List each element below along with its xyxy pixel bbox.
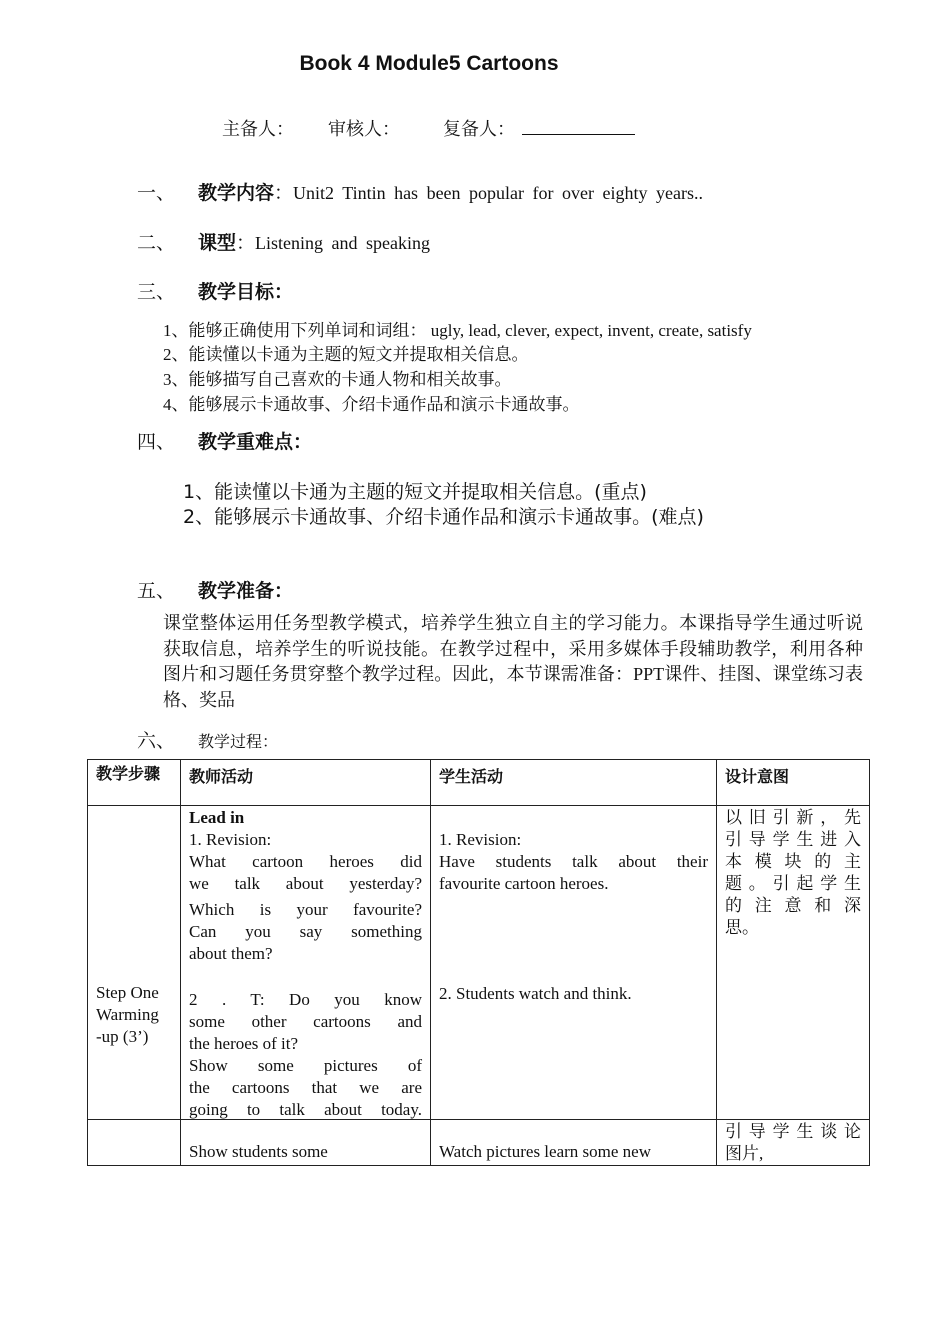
teacher-line: Which is your favourite? — [189, 900, 422, 919]
section-number: 一、 — [137, 182, 176, 204]
preparation-paragraph: 课堂整体运用任务型教学模式，培养学生独立自主的学习能力。本课指导学生通过听说获取信息，培养学生的听说技能。在教学过程中，采用多媒体手段辅助教学，利用各种图片和习题任务贯穿整个教学过程。因此，本节课需准备：PPT课件、挂图、课堂练习表格、奖品 — [163, 613, 863, 710]
header-student: 学生活动 — [431, 760, 717, 806]
section-heading: 教学重难点： — [198, 431, 313, 453]
design-line: 以旧引新，先 — [725, 808, 861, 827]
teacher-line: about them? — [189, 944, 273, 963]
section-heading: 教学过程： — [198, 732, 279, 751]
section-heading: 教学准备： — [198, 580, 294, 602]
student-line: Watch pictures learn some new — [439, 1142, 651, 1161]
section-key-points — [137, 427, 312, 454]
page-title: Book 4 Module5 Cartoons — [299, 52, 559, 75]
teacher-line: we talk about yesterday? — [189, 874, 422, 893]
teacher-line: 2 . T: Do you know — [189, 990, 422, 1009]
section-number: 六、 — [137, 730, 176, 752]
student-line: favourite cartoon heroes. — [439, 874, 609, 893]
step-cell — [88, 806, 181, 1120]
teacher-line: going to talk about today. — [189, 1100, 422, 1119]
design-line: 引导学生进入 — [725, 830, 861, 849]
teacher-line: 1. Revision: — [189, 830, 272, 849]
backup-preparer-label: 复备人： — [443, 119, 515, 140]
table-header-row — [88, 760, 870, 806]
section-colon: ： — [274, 182, 294, 204]
student-line: 1. Revision: — [439, 830, 522, 849]
design-line: 题。引起学生 — [725, 874, 861, 893]
section-number: 四、 — [137, 431, 176, 453]
section-content — [137, 178, 703, 205]
table-row — [88, 1120, 870, 1166]
header-design: 设计意图 — [717, 760, 870, 806]
design-intent-cell — [717, 806, 870, 1120]
lead-preparer-label: 主备人： — [222, 119, 294, 140]
table-row — [88, 806, 870, 1120]
design-line: 图片, — [725, 1144, 764, 1163]
design-line: 的注意和深 — [725, 896, 861, 915]
step-line: Warming — [96, 1005, 159, 1024]
section-body: Listening and speaking — [255, 233, 430, 253]
design-intent-cell — [717, 1120, 870, 1166]
student-line: Have students talk about their — [439, 852, 708, 871]
teacher-activity-cell — [181, 806, 431, 1120]
section-process — [137, 726, 278, 753]
teaching-process-table — [87, 759, 870, 1166]
section-number: 二、 — [137, 232, 176, 254]
header-step: 教学步骤 — [88, 760, 181, 806]
student-line: 2. Students watch and think. — [439, 984, 632, 1003]
step-line: -up (3’) — [96, 1027, 149, 1046]
section-heading: 教学目标： — [198, 281, 294, 303]
teacher-line: Show some pictures of — [189, 1056, 422, 1075]
fill-in-blank-line — [522, 117, 635, 135]
objective-item: 3、能够描写自己喜欢的卡通人物和相关故事。 — [163, 370, 512, 389]
design-line: 引导学生谈论 — [725, 1122, 861, 1141]
teacher-line: some other cartoons and — [189, 1012, 422, 1031]
objective-item: 2、能读懂以卡通为主题的短文并提取相关信息。 — [163, 345, 529, 364]
design-line: 本模块的主 — [725, 852, 861, 871]
teacher-activity-cell — [181, 1120, 431, 1166]
step-line: Step One — [96, 983, 159, 1002]
student-activity-cell — [431, 806, 717, 1120]
objective-item: 1、能够正确使用下列单词和词组： ugly, lead, clever, expect, invent, create, satisfy — [163, 321, 752, 340]
section-body: Unit2 Tintin has been popular for over eighty years.. — [293, 183, 703, 203]
section-objectives — [137, 277, 293, 304]
key-point-item: 1、能读懂以卡通为主题的短文并提取相关信息。(重点) — [183, 481, 647, 503]
step-cell — [88, 1120, 181, 1166]
section-lesson-type — [137, 228, 430, 255]
reviewer-label: 审核人： — [328, 119, 400, 140]
section-heading: 课型 — [198, 232, 237, 254]
teacher-line: Can you say something — [189, 922, 422, 941]
teacher-line: What cartoon heroes did — [189, 852, 422, 871]
lead-in-label: Lead in — [189, 808, 245, 827]
section-number: 五、 — [137, 580, 176, 602]
teacher-line: the cartoons that we are — [189, 1078, 422, 1097]
section-preparation — [137, 576, 293, 603]
design-line: 思。 — [725, 918, 759, 937]
teacher-line: the heroes of it? — [189, 1034, 299, 1053]
student-activity-cell — [431, 1120, 717, 1166]
key-point-item: 2、能够展示卡通故事、介绍卡通作品和演示卡通故事。(难点) — [183, 506, 704, 528]
objective-item: 4、能够展示卡通故事、介绍卡通作品和演示卡通故事。 — [163, 395, 580, 414]
teacher-line: Show students some — [189, 1142, 328, 1161]
section-number: 三、 — [137, 281, 176, 303]
header-teacher: 教师活动 — [181, 760, 431, 806]
section-heading: 教学内容 — [198, 182, 275, 204]
section-colon: ： — [236, 232, 256, 254]
